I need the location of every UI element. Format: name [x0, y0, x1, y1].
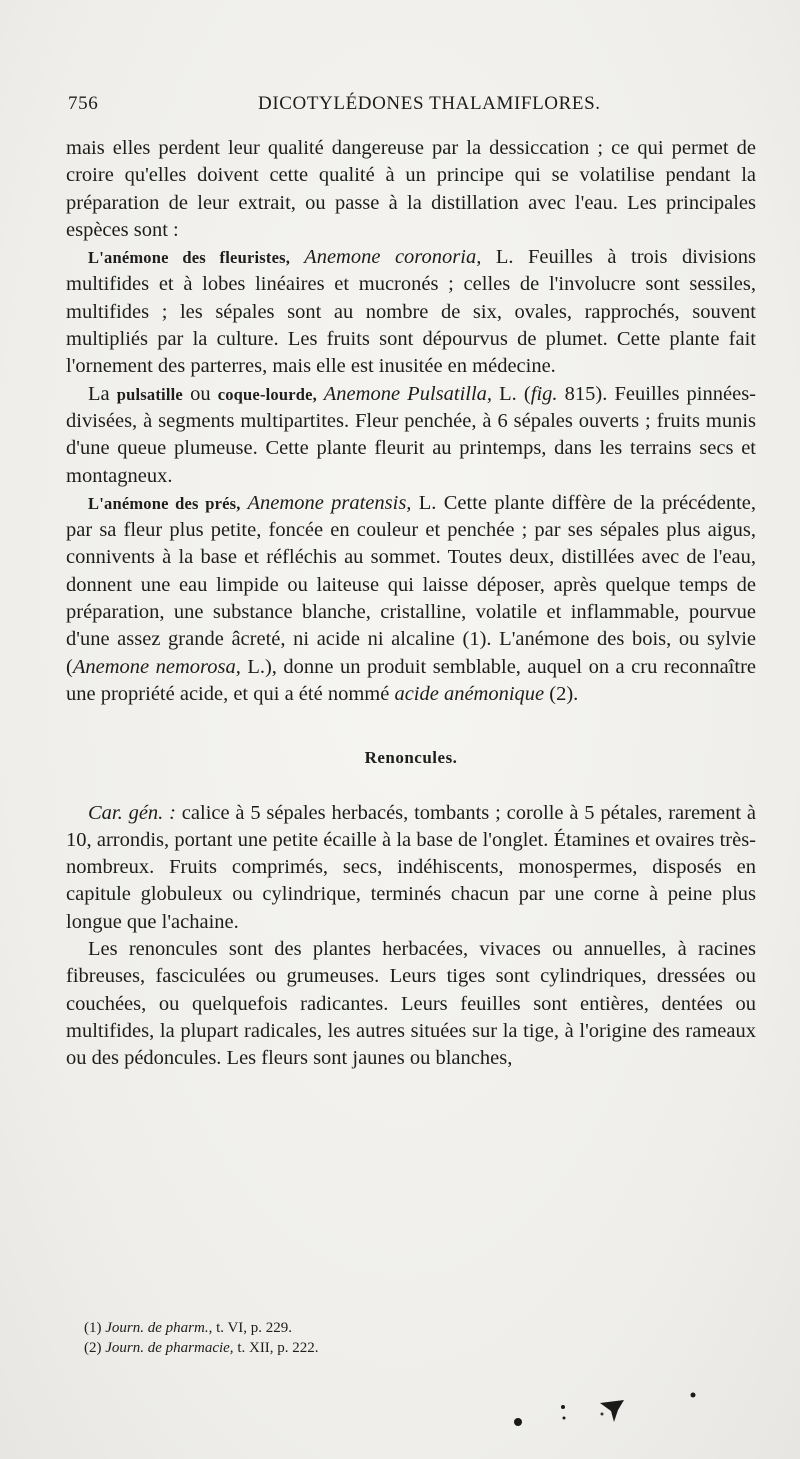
body-text [66, 135, 756, 1073]
footnote-1: (1) Journ. de pharm., t. VI, p. 229. [84, 1320, 293, 1336]
latin-name-nemorosa: Anemone nemorosa, [72, 655, 241, 678]
figure-ref: fig. [530, 382, 558, 405]
section-title: Renoncules. [364, 748, 458, 768]
page-number: 756 [68, 93, 99, 114]
footnotes [84, 1318, 684, 1358]
paragraph-anemone-pres: L'anémone des prés, Anemone pratensis, L. Cette plante diffère de la précédente, par sa fleur plus petite, foncée en couleur et penchée ; par ses sépales plus aigus, connivents à la base et réfléchis au sommet. Toutes deux, distillées avec de l'eau, donnent une eau limpide ou laiteuse qui laisse déposer, après quelque temps de préparation, une substance blanche, cristalline, volatile et inflammable, pourvue d'une assez grande âcreté, ni acide ni alcaline (1). L'anémone des bois, ou sylvie (Anemone nemorosa, L.), donne un produit semblable, auquel on a cru reconnaître une propriété acide, et qui a été nommé acide anémonique (2). [66, 491, 757, 705]
latin-name: Anemone pratensis, [240, 491, 412, 514]
page-header [68, 93, 758, 123]
acid-name: acide anémonique [394, 682, 545, 705]
paragraph-characters: Car. gén. : calice à 5 sépales herbacés, tombants ; corolle à 5 pétales, rarement à 10, arrondis, portant une petite écaille à la base de l'onglet. Étamines et ovaires très-nombreux. Fruits comprimés, secs, indéhiscents, monospermes, disposés en capitule globuleux ou cylindrique, terminés chacun par une corne à peine plus longue que l'achaine. [66, 801, 756, 933]
characters-label: Car. gén. : [88, 801, 176, 824]
species-name: pulsatille [116, 384, 183, 404]
latin-name: Anemone coronoria, [290, 246, 482, 269]
running-title: DICOTYLÉDONES THALAMIFLORES. [258, 93, 601, 114]
ink-specks [500, 1390, 720, 1440]
latin-name: Anemone Pulsatilla, [317, 382, 493, 405]
species-name: L'anémone des fleuristes, [88, 248, 291, 268]
paragraph-pulsatille: La pulsatille ou coque-lourde, Anemone Pulsatilla, L. (fig. 815). Feuilles pinnées-divisées, à segments multipartites. Fleur penchée, à 6 sépales ouverts ; fruits munis d'une queue plumeuse. Cette plante fleurit au printemps, dans les terrains secs et montagneux. [66, 382, 757, 487]
species-name-alt: coque-lourde, [217, 384, 318, 404]
species-name: L'anémone des prés, [88, 493, 241, 513]
paragraph-anemone-fleuristes: L'anémone des fleuristes, Anemone coronoria, L. Feuilles à trois divisions multifides et à lobes linéaires et mucronés ; celles de l'involucre sont sessiles, multifides ; les sépales sont au nombre de six, ovales, rapprochés, souvent multipliés par la culture. Les fruits sont dépourvus de plumet. Cette plante fait l'ornement des parterres, mais elle est inusitée en médecine. [66, 246, 756, 378]
paragraph-continuation: mais elles perdent leur qualité dangereuse par la dessiccation ; ce qui permet de croire qu'elles doivent cette qualité à un principe qui se volatilise pendant la préparation de leur extrait, ou passe à la distillation avec l'eau. Les principales espèces sont : [66, 137, 756, 241]
footnote-2: (2) Journ. de pharmacie, t. XII, p. 222. [84, 1340, 319, 1356]
paragraph-renoncules: Les renoncules sont des plantes herbacées, vivaces ou annuelles, à racines fibreuses, fasciculées ou grumeuses. Leurs tiges sont cylindriques, dressées ou couchées, ou quelquefois radicantes. Leurs feuilles sont entières, dentées ou multifides, la plupart radicales, les autres situées sur la tige, à l'origine des rameaux ou des pédoncules. Les fleurs sont jaunes ou blanches, [66, 938, 756, 1070]
